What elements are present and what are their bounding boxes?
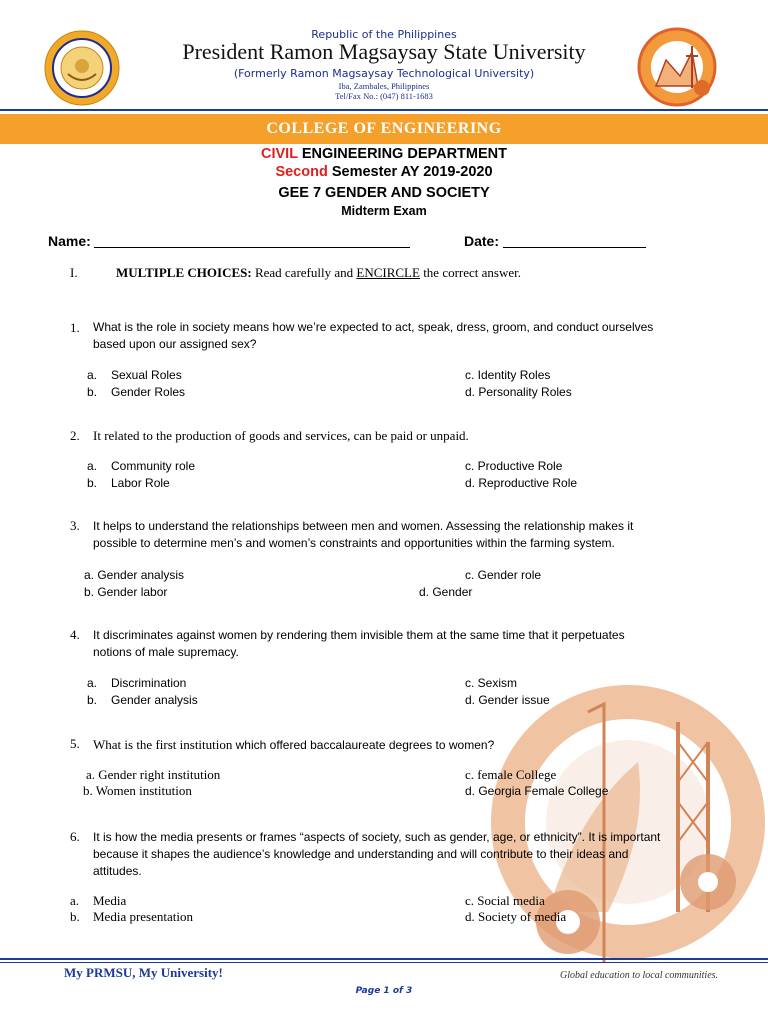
option-b[interactable]: Media presentation — [93, 909, 193, 924]
question-number: 2. — [70, 428, 80, 443]
semester-ordinal: Second — [275, 164, 328, 180]
question-text: It helps to understand the relationships between men and women. Assessing the relationship makes it — [93, 519, 634, 533]
date-field[interactable] — [503, 247, 646, 248]
exam-title: Midterm Exam — [341, 204, 427, 218]
department-title — [0, 146, 768, 162]
question-text: because it shapes the audience’s knowledge and understanding and will contribute to their ideas and — [93, 847, 629, 861]
dept-rest: ENGINEERING DEPARTMENT — [297, 146, 507, 162]
question-text — [93, 736, 494, 754]
question-text: attitudes. — [93, 864, 142, 878]
footer-divider-thin — [0, 962, 768, 963]
instruction-part: Read carefully and — [251, 265, 357, 280]
question-text: notions of male supremacy. — [93, 645, 239, 659]
option-a[interactable]: Sexual Roles — [111, 368, 182, 382]
date-label: Date: — [464, 233, 500, 249]
section-title: MULTIPLE CHOICES: — [116, 265, 252, 280]
address-line: Iba, Zambales, Philippines — [338, 81, 430, 91]
republic-text: Republic of the Philippines — [311, 28, 457, 41]
question-number: 6. — [70, 829, 80, 844]
engineering-watermark-logo — [478, 682, 768, 972]
option-d[interactable]: d. Georgia Female College — [465, 784, 609, 798]
option-a[interactable]: Community role — [111, 459, 196, 473]
option-label: b. — [87, 385, 98, 399]
header-divider — [0, 109, 768, 111]
option-c[interactable]: c. Social media — [465, 893, 545, 908]
section-instructions — [116, 265, 521, 281]
option-a[interactable]: a. Gender right institution — [86, 767, 221, 782]
option-c[interactable]: c. Sexism — [465, 676, 518, 690]
question-text: It related to the production of goods and services, can be paid or unpaid. — [93, 428, 469, 443]
option-d[interactable]: d. Personality Roles — [465, 385, 572, 399]
option-d[interactable]: d. Gender issue — [465, 693, 550, 707]
question-text: It discriminates against women by rendering them invisible them at the same time that it perpetuates — [93, 628, 625, 642]
question-number: 3. — [70, 518, 80, 533]
university-name: President Ramon Magsaysay State University — [182, 39, 586, 64]
option-label: a. — [70, 893, 80, 908]
option-a[interactable]: Media — [93, 893, 127, 908]
option-c[interactable]: c. female College — [465, 767, 557, 782]
option-b[interactable]: Gender analysis — [111, 693, 198, 707]
instruction-emphasis: ENCIRCLE — [356, 265, 420, 280]
question-text-serif: What is the first institution — [93, 737, 236, 752]
option-d[interactable]: d. Reproductive Role — [465, 476, 578, 490]
option-label: b. — [87, 476, 98, 490]
question-text-sans: which offered baccalaureate degrees to women? — [235, 738, 495, 752]
option-c[interactable]: c. Gender role — [465, 568, 542, 582]
semester-line — [0, 164, 768, 180]
instruction-part: the correct answer. — [419, 265, 521, 280]
option-c[interactable]: c. Productive Role — [465, 459, 563, 473]
footer-divider — [0, 958, 768, 960]
address-block — [0, 81, 768, 101]
option-d[interactable]: d. Society of media — [465, 909, 567, 924]
section-number: I. — [70, 265, 78, 280]
option-b[interactable]: Labor Role — [111, 476, 170, 490]
option-b[interactable]: b. Gender labor — [84, 585, 168, 599]
footer-tagline: Global education to local communities. — [560, 970, 719, 981]
option-b[interactable]: Gender Roles — [111, 385, 186, 399]
former-name: (Formerly Ramon Magsaysay Technological University) — [233, 67, 535, 80]
option-d[interactable]: d. Gender — [419, 585, 473, 599]
footer-motto: My PRMSU, My University! — [64, 965, 223, 980]
question-number: 5. — [70, 736, 80, 751]
option-label: b. — [70, 909, 80, 924]
name-label: Name: — [48, 233, 91, 249]
option-label: a. — [87, 676, 98, 690]
question-text: based upon our assigned sex? — [93, 337, 257, 351]
option-b[interactable]: b. Women institution — [83, 783, 192, 798]
option-label: a. — [87, 459, 98, 473]
option-a[interactable]: Discrimination — [111, 676, 187, 690]
question-text: What is the role in society means how we’re expected to act, speak, dress, groom, and conduct ourselves — [93, 320, 654, 334]
option-label: a. — [87, 368, 98, 382]
college-title: COLLEGE OF ENGINEERING — [266, 120, 502, 137]
option-c[interactable]: c. Identity Roles — [465, 368, 551, 382]
telfax-line: Tel/Fax No.: (047) 811-1683 — [335, 91, 433, 101]
question-text: It is how the media presents or frames “aspects of society, such as gender, age, or ethnicity”. It is important — [93, 830, 661, 844]
option-label: b. — [87, 693, 98, 707]
dept-civil: CIVIL — [261, 146, 298, 162]
question-number: 4. — [70, 627, 80, 642]
semester-rest: Semester AY 2019-2020 — [327, 164, 493, 180]
page-number: Page 1 of 3 — [355, 986, 413, 996]
option-a[interactable]: a. Gender analysis — [84, 568, 185, 582]
course-title: GEE 7 GENDER AND SOCIETY — [278, 185, 490, 201]
name-field[interactable] — [94, 247, 410, 248]
question-number: 1. — [70, 320, 80, 335]
question-text: possible to determine men’s and women’s constraints and opportunities within the farming system. — [93, 536, 615, 550]
